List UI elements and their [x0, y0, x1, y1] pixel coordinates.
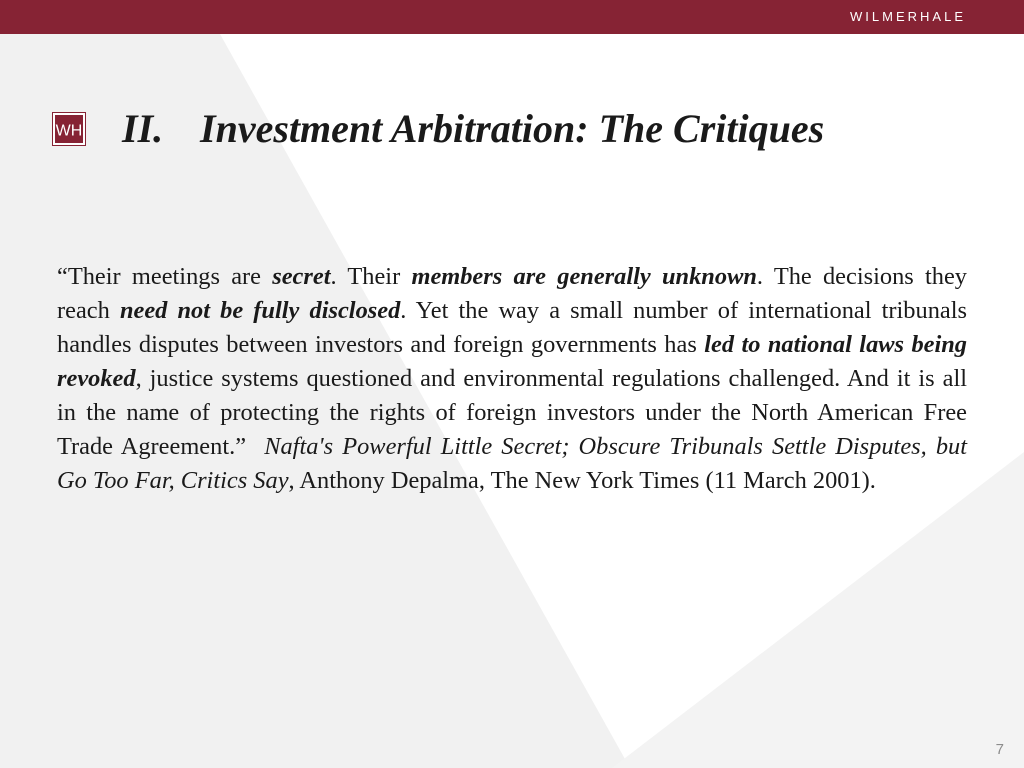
quote-text: . The decisions they reach [57, 263, 967, 324]
top-bar [0, 0, 1024, 34]
quote-text: . Their [330, 263, 412, 290]
slide-title [122, 104, 824, 154]
wh-logo-icon [52, 112, 86, 146]
brand-name: WILMERHALE [850, 9, 966, 24]
source-title: Nafta's Powerful Little Secret; Obscure Tribunals Settle Disputes, but Go Too Far, Critics Say [57, 433, 967, 494]
quote-emphasis: members are generally unknown [411, 263, 757, 290]
page-number: 7 [995, 741, 1004, 758]
quote-text: , justice systems questioned and environmental regulations challenged. And it is all in the name of protecting the rights of foreign investors under the North American Free Trade Agreement.” [57, 365, 967, 460]
title-text: Investment Arbitration: The Critiques [200, 106, 825, 151]
quote-emphasis: led to national laws being revoked [57, 331, 968, 392]
quote-text: . Yet the way a small number of international tribunals handles disputes between investors and foreign governments has [57, 297, 967, 358]
quote-paragraph [57, 260, 967, 498]
quote-emphasis: secret [272, 263, 331, 290]
quote-text: “Their meetings are [57, 263, 273, 290]
logo-text: WH [55, 122, 83, 140]
title-number: II. [122, 106, 164, 151]
quote-emphasis: need not be fully disclosed [119, 297, 401, 324]
source-citation: , Anthony Depalma, The New York Times (11 March 2001). [288, 467, 876, 494]
